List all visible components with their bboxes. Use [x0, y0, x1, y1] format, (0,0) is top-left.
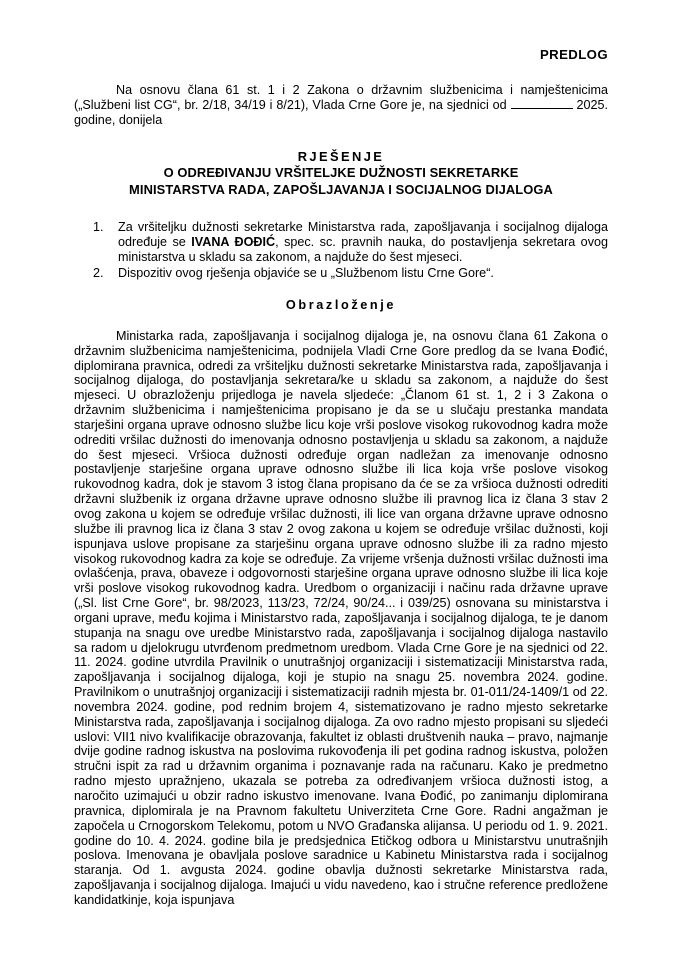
explanation-paragraph: Ministarka rada, zapošljavanja i socijalnog dijaloga je, na osnovu člana 61 Zakona o državnim službenicima namještenicima, podnijela Vladi Crne Gore predlog da se Ivana Đođić, diplomirana pravnica, odredi za vršiteljku dužnosti sekretarke Ministarstva rada, zapošljavanja i socijalnog dijaloga, do postavljanja sekretara/ke u skladu sa zakonom, a najduže do šest mjeseci. U obrazloženju prijedloga je navela sljedeće: „Članom 61 st. 1, 2 i 3 Zakona o državnim službenicima i namještenicima propisano je da se u slučaju prestanka mandata starješini organa uprave odnosno službe licu koje vrši poslove visokog rukovodnog kadra može odrediti vršilac dužnosti do imenovanja odnosno postavljenja u skladu sa zakonom, a najduže do šest mjeseci. Vršioca dužnosti određuje organ nadležan za imenovanje odnosno postavljenje starješine organa uprave odnosno službe ili lica koja vrše poslove visokog rukovodnog kadra, dok je stavom 3 istog člana propisano da će se za vršioca dužnosti odrediti državni službenik iz organa državne uprave odnosno službe ili pravnog lica iz člana 3 stav 2 ovog zakona u kojem se određuje vršilac dužnosti, ili lice van organa državne uprave odnosno službe ili pravnog lica iz člana 3 stav 2 ovog zakona u kojem se određuje vršilac dužnosti, koji ispunjava uslove propisane za starješinu organa uprave odnosno službe ili za radno mjesto visokog rukovodnog kadra za koje se određuje. Za vrijeme vršenja dužnosti vršilac dužnosti ima ovlašćenja, prava, obaveze i odgovornosti starješine organa uprave odnosno službe ili lica koje vrši poslove visokog rukovodnog kadra. Uredbom o organizaciji i načinu rada državne uprave („Sl. list Crne Gore“, br. 98/2023, 113/23, 72/24, 90/24... i 039/25) osnovana su ministarstva i organi uprave, među kojima i Ministarstvo rada, zapošljavanja i socijalnog dijaloga, te je danom stupanja na snagu ove uredbe Ministarstvo rada, zapošljavanja i socijalnog dijaloga nastavilo sa radom u djelokrugu utvrđenom predmetnom uredbom. Vlada Crne Gore je na sjednici od 22. 11. 2024. godine utvrdila Pravilnik o unutrašnjoj organizaciji i sistematizaciji Ministarstva rada, zapošljavanja i socijalnog dijaloga, koji je stupio na snagu 25. novembra 2024. godine. Pravilnikom o unutrašnjoj organizaciji i sistematizaciji radnih mjesta br. 01-011/24-1409/1 od 22. novembra 2024. godine, pod rednim brojem 4, sistematizovano je radno mjesto sekretarke Ministarstva rada, zapošljavanja i socijalnog dijaloga. Za ovo radno mjesto propisani su sljedeći uslovi: VII1 nivo kvalifikacije obrazovanja, fakultet iz oblasti društvenih nauka – pravo, najmanje dvije godine radnog iskustva na poslovima rukovođenja ili pet godina radnog iskustva, položen stručni ispit za rad u državnim organima i poznavanje rada na računaru. Kako je predmetno radno mjesto upražnjeno, ukazala se potreba za određivanjem vršioca dužnosti istog, a naročito uzimajući u obzir radno iskustvo imenovane. Ivana Đođić, po zanimanju diplomirana pravnica, diplomirala je na Pravnom fakultetu Univerziteta Crne Gore. Radni angažman je započela u Crnogorskom Telekomu, potom u NVO Građanska alijansa. U periodu od 1. 9. 2021. godine do 10. 4. 2024. godine bila je predsjednica Etičkog odbora u Ministarstvu unutrašnjih poslova. Imenovana je obavljala poslove saradnice u Kabinetu Ministarstva rada i socijalnog staranja. Od 1. avgusta 2024. godine obavlja dužnosti sekretarke Ministarstva rada, zapošljavanja i socijalnog dijaloga. Imajući u vidu navedeno, kao i stručne reference predložene kandidatkinje, koja ispunjava [74, 328, 608, 907]
clause-1-text-before-name: Za vršiteljku dužnosti sekretarke Ministarstva rada, zapošljavanja i socijalnog dijaloga određuje se [118, 220, 608, 250]
decision-clause-list [74, 220, 608, 281]
decision-title-line-1: RJEŠENJE [297, 148, 385, 164]
document-type-label: PREDLOG [539, 47, 608, 62]
legal-basis-text-before-blank: Na osnovu člana 61 st. 1 i 2 Zakona o državnim službenicima i namještenicima („Službeni list CG“, br. 2/18, 34/19 i 8/21), Vlada Crne Gore je, na sjednici od [74, 83, 608, 112]
list-item [93, 220, 608, 265]
legal-basis-text-after-blank: 2025. godine, donijela [74, 97, 608, 127]
date-blank-field[interactable] [511, 99, 573, 109]
clause-1-text-after-name: , spec. sc. pravnih nauka, do postavljenja sekretara ovog ministarstva u skladu sa zakonom, a najduže do šest mjeseci. [118, 235, 608, 265]
decision-title-line-3: MINISTARSTVA RADA, ZAPOŠLJAVANJA I SOCIJALNOG DIJALOGA [129, 181, 553, 197]
appointee-name: IVANA ĐOĐIĆ [191, 235, 276, 250]
decision-title-block [74, 149, 608, 199]
list-item [93, 266, 608, 281]
explanation-heading: Obrazloženje [285, 297, 397, 312]
legal-basis-paragraph [74, 83, 608, 128]
clause-2-text: Dispozitiv ovog rješenja objaviće se u „Službenom listu Crne Gore“. [118, 265, 494, 280]
decision-title-line-2: O ODREĐIVANJU VRŠITELJKE DUŽNOSTI SEKRETARKE [163, 165, 519, 181]
